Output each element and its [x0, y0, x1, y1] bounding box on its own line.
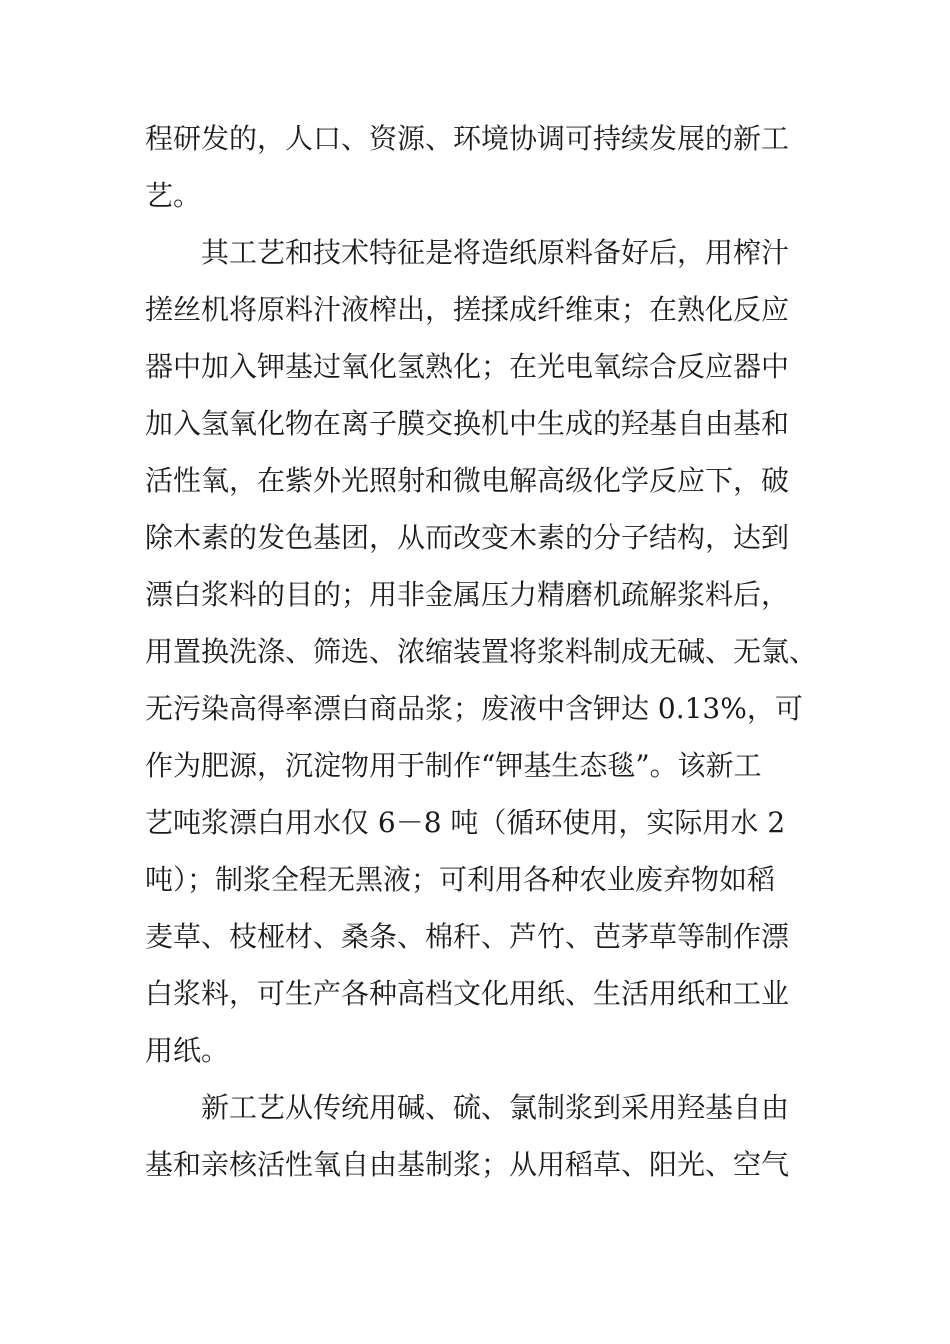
text-line: 搓丝机将原料汁液榨出，搓揉成纤维束；在熟化反应 — [145, 293, 790, 326]
text-line: 艺。 — [145, 179, 202, 212]
text-line: 用置换洗涤、筛选、浓缩装置将浆料制成无碱、无氯、 — [145, 635, 818, 668]
text-line: 作为肥源，沉淀物用于制作“钾基生态毯”。该新工 — [145, 749, 762, 782]
text-line: 白浆料，可生产各种高档文化用纸、生活用纸和工业 — [145, 977, 790, 1010]
text-line: 漂白浆料的目的；用非金属压力精磨机疏解浆料后， — [145, 578, 790, 611]
paragraph-start-line: 新工艺从传统用碱、硫、氯制浆到采用羟基自由 — [201, 1091, 790, 1124]
text-line: 器中加入钾基过氧化氢熟化；在光电氧综合反应器中 — [145, 350, 790, 383]
text-line: 麦草、枝桠材、桑条、棉秆、芦竹、芭茅草等制作漂 — [145, 920, 790, 953]
text-line: 吨）；制浆全程无黑液；可利用各种农业废弃物如稻 — [145, 863, 776, 896]
text-line: 基和亲核活性氧自由基制浆；从用稻草、阳光、空气 — [145, 1148, 790, 1181]
text-line: 除木素的发色基团，从而改变木素的分子结构，达到 — [145, 521, 790, 554]
text-line: 艺吨浆漂白用水仅 6－8 吨（循环使用，实际用水 2 — [145, 806, 786, 839]
text-line: 活性氧，在紫外光照射和微电解高级化学反应下，破 — [145, 464, 790, 497]
text-line: 用纸。 — [145, 1034, 230, 1067]
text-line: 加入氢氧化物在离子膜交换机中生成的羟基自由基和 — [145, 407, 790, 440]
paragraph-start-line: 其工艺和技术特征是将造纸原料备好后，用榨汁 — [201, 236, 790, 269]
body-text — [145, 110, 818, 1193]
text-line: 程研发的，人口、资源、环境协调可持续发展的新工 — [145, 122, 790, 155]
text-line: 无污染高得率漂白商品浆；废液中含钾达 0.13%，可 — [145, 692, 803, 725]
